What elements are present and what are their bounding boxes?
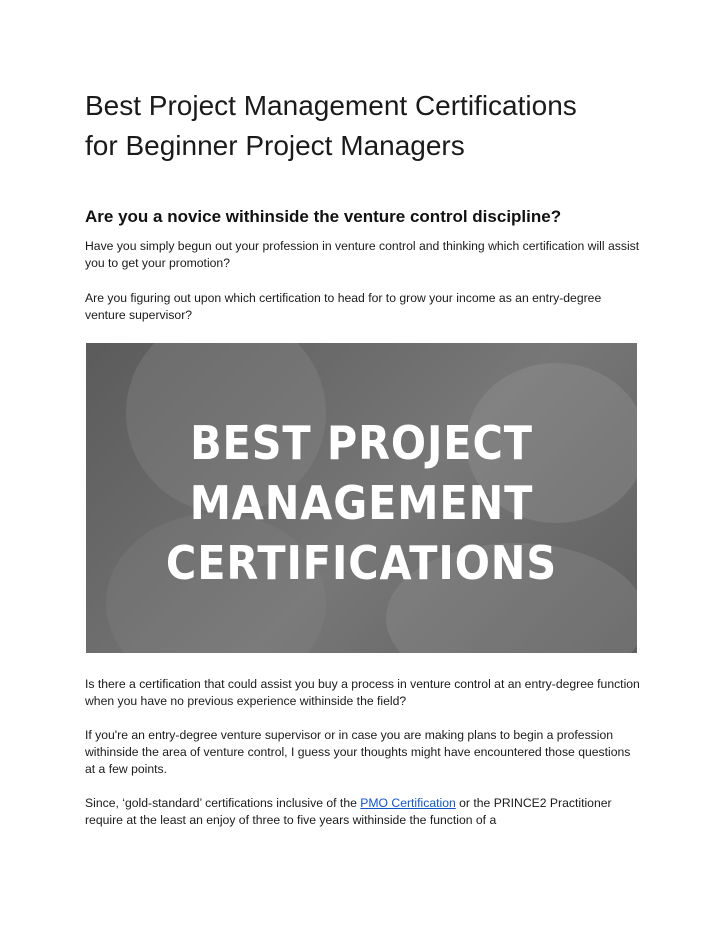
section-heading: Are you a novice withinside the venture control discipline?	[85, 207, 562, 226]
paragraph-2: Are you figuring out upon which certification to head for to grow your income as an entry-degree venture supervisor?	[85, 291, 602, 322]
title-line-1: Best Project Management Certifications	[85, 90, 577, 121]
paragraph-5	[85, 795, 640, 829]
document-title	[85, 86, 645, 166]
paragraph-5-before: Since, ‘gold-standard’ certifications inclusive of the	[85, 796, 361, 810]
paragraph-4: If you're an entry-degree venture supervisor or in case you are making plans to begin a profession withinside the area of venture control, I guess your thoughts might have encountered those questions at a few points.	[85, 728, 631, 776]
hero-title	[114, 413, 610, 593]
pmo-certification-link[interactable]: PMO Certification	[360, 796, 456, 810]
title-line-2: for Beginner Project Managers	[85, 130, 465, 161]
hero-image	[86, 343, 637, 653]
hero-line-2: MANAGEMENT	[189, 476, 534, 530]
hero-line-1: BEST PROJECT	[190, 416, 533, 470]
hero-line-3: CERTIFICATIONS	[165, 536, 558, 590]
paragraph-5-after: or the PRINCE2 Practitioner require at the least an enjoy of three to five years withinside the function of a	[85, 796, 612, 827]
paragraph-1: Have you simply begun out your profession in venture control and thinking which certification will assist you to get your promotion?	[85, 239, 640, 270]
paragraph-3: Is there a certification that could assist you buy a process in venture control at an entry-degree function when you have no previous experience withinside the field?	[85, 677, 640, 708]
